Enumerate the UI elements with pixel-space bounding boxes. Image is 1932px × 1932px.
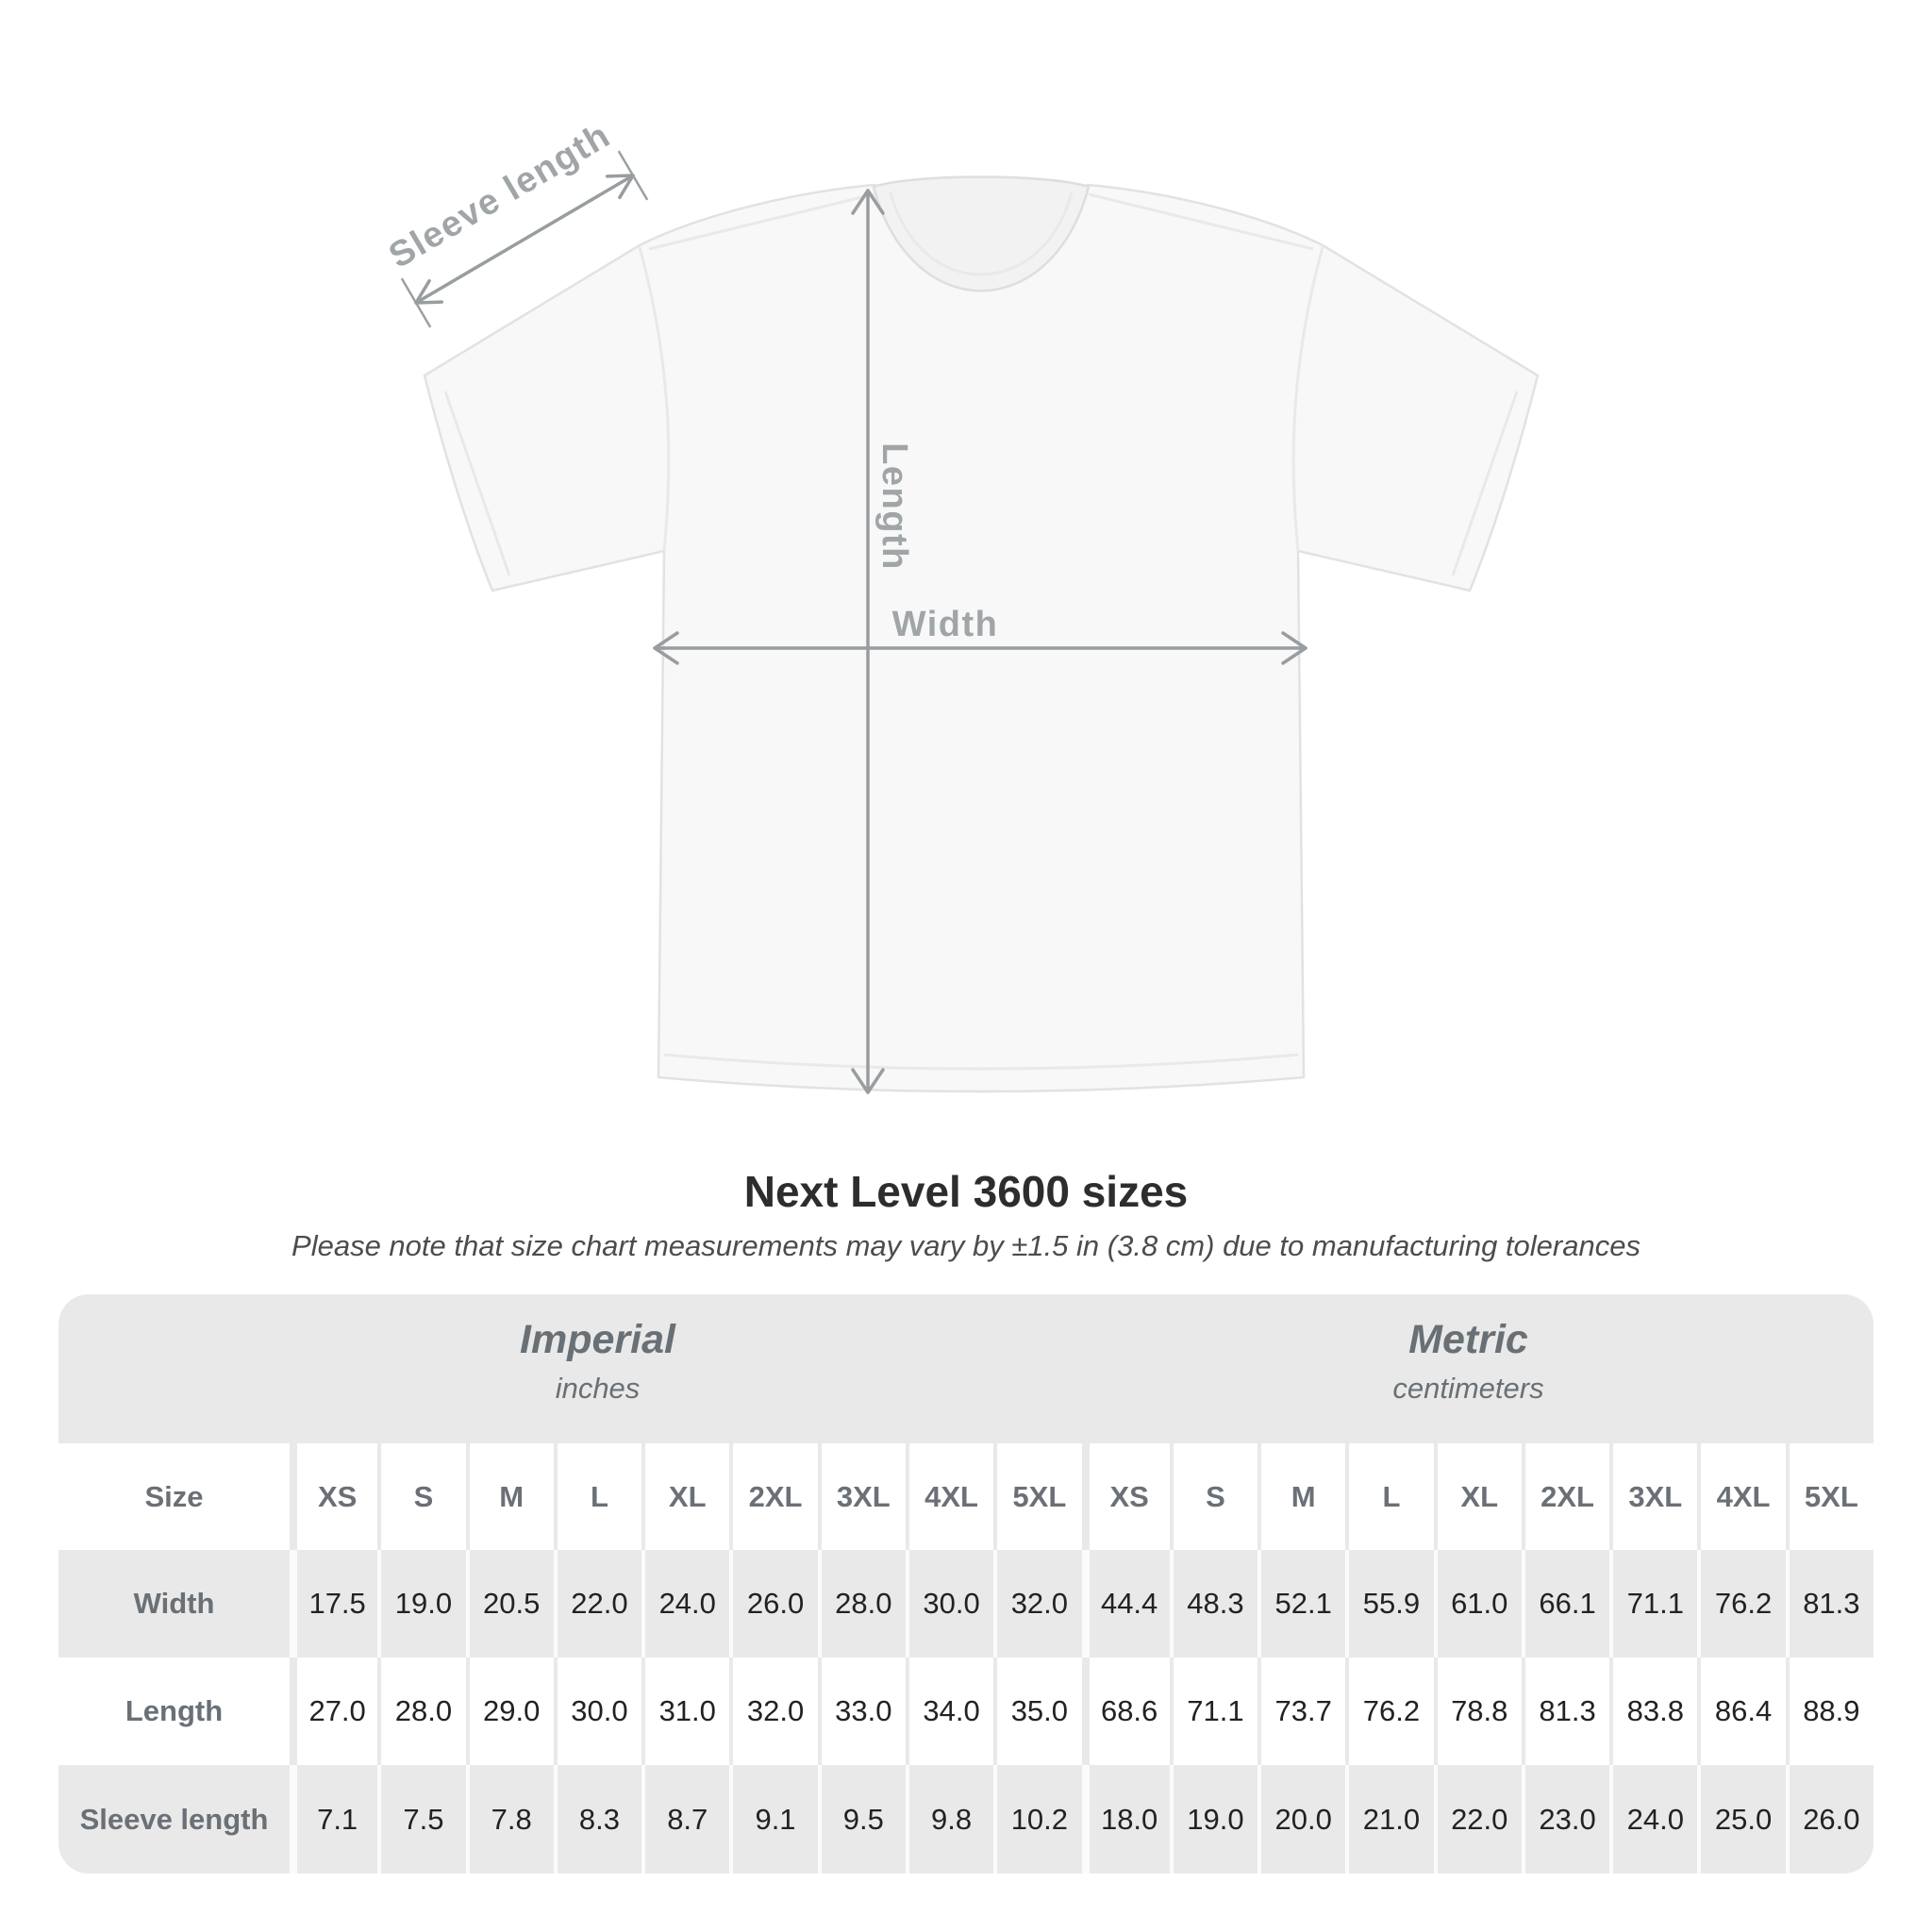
size-column-header: 4XL — [906, 1443, 993, 1550]
size-header-row — [58, 1443, 1874, 1550]
measurement-value: 31.0 — [641, 1657, 729, 1765]
size-column-header: L — [1345, 1443, 1433, 1550]
measurement-value: 18.0 — [1082, 1765, 1170, 1874]
measurement-value: 76.2 — [1345, 1657, 1433, 1765]
sleeve-length-label: Sleeve length — [382, 115, 618, 276]
metric-section-header — [1082, 1294, 1874, 1443]
size-column-header: M — [466, 1443, 554, 1550]
measurement-value: 88.9 — [1786, 1657, 1874, 1765]
measurement-value: 26.0 — [1786, 1765, 1874, 1874]
measurement-value: 20.0 — [1257, 1765, 1345, 1874]
measurement-value: 83.8 — [1609, 1657, 1697, 1765]
imperial-label: Imperial — [520, 1317, 675, 1362]
measurement-value: 76.2 — [1697, 1550, 1785, 1657]
measurement-value: 7.8 — [466, 1765, 554, 1874]
size-corner-label: Size — [144, 1479, 204, 1513]
size-column-header: XL — [1434, 1443, 1522, 1550]
measurement-value: 22.0 — [554, 1550, 641, 1657]
measurement-value: 23.0 — [1522, 1765, 1609, 1874]
size-column-header: 2XL — [1522, 1443, 1609, 1550]
measurement-value: 8.7 — [641, 1765, 729, 1874]
measurement-value: 17.5 — [290, 1550, 377, 1657]
measurement-value: 55.9 — [1345, 1550, 1433, 1657]
unit-section-headers — [58, 1294, 1874, 1443]
size-column-header: S — [1170, 1443, 1257, 1550]
tolerance-note: Please note that size chart measurements may vary by ±1.5 in (3.8 cm) due to manufacturing tolerances — [291, 1229, 1641, 1262]
measurement-value: 19.0 — [377, 1550, 465, 1657]
size-table-grid — [58, 1443, 1874, 1874]
size-column-header: 2XL — [729, 1443, 817, 1550]
size-column-header: XS — [1082, 1443, 1170, 1550]
measurement-value: 8.3 — [554, 1765, 641, 1874]
measurement-value: 9.1 — [729, 1765, 817, 1874]
metric-unit: centimeters — [1392, 1372, 1544, 1406]
measurement-value: 32.0 — [993, 1550, 1081, 1657]
measurement-value: 27.0 — [290, 1657, 377, 1765]
row-label: Width — [133, 1587, 215, 1620]
measurement-value: 48.3 — [1170, 1550, 1257, 1657]
size-column-header: XL — [641, 1443, 729, 1550]
measurement-value: 30.0 — [906, 1550, 993, 1657]
metric-label: Metric — [1408, 1317, 1528, 1362]
width-label: Width — [891, 605, 999, 644]
measurement-row-width — [58, 1550, 1874, 1657]
measurement-row-length — [58, 1657, 1874, 1765]
size-column-header: M — [1257, 1443, 1345, 1550]
measurement-value: 73.7 — [1257, 1657, 1345, 1765]
measurement-value: 9.8 — [906, 1765, 993, 1874]
measurement-value: 7.1 — [290, 1765, 377, 1874]
measurement-value: 21.0 — [1345, 1765, 1433, 1874]
measurement-value: 22.0 — [1434, 1765, 1522, 1874]
measurement-value: 81.3 — [1522, 1657, 1609, 1765]
size-column-header: S — [377, 1443, 465, 1550]
measurement-value: 71.1 — [1170, 1657, 1257, 1765]
size-column-header: XS — [290, 1443, 377, 1550]
measurement-value: 7.5 — [377, 1765, 465, 1874]
measurement-value: 20.5 — [466, 1550, 554, 1657]
measurement-value: 24.0 — [1609, 1765, 1697, 1874]
imperial-unit: inches — [555, 1372, 641, 1406]
measurement-value: 25.0 — [1697, 1765, 1785, 1874]
size-column-header: 5XL — [1786, 1443, 1874, 1550]
measurement-value: 71.1 — [1609, 1550, 1697, 1657]
measurement-value: 34.0 — [906, 1657, 993, 1765]
measurement-value: 10.2 — [993, 1765, 1081, 1874]
length-label: Length — [874, 442, 914, 571]
size-column-header: 3XL — [1609, 1443, 1697, 1550]
size-table — [58, 1294, 1874, 1874]
measurement-value: 28.0 — [377, 1657, 465, 1765]
imperial-section-header — [58, 1294, 1082, 1443]
measurement-value: 32.0 — [729, 1657, 817, 1765]
size-column-header: L — [554, 1443, 641, 1550]
size-column-header: 3XL — [818, 1443, 906, 1550]
measurement-value: 19.0 — [1170, 1765, 1257, 1874]
measurement-value: 52.1 — [1257, 1550, 1345, 1657]
size-column-header: 5XL — [993, 1443, 1081, 1550]
measurement-value: 44.4 — [1082, 1550, 1170, 1657]
measurement-row-sleeve-length — [58, 1765, 1874, 1874]
measurement-value: 35.0 — [993, 1657, 1081, 1765]
measurement-value: 68.6 — [1082, 1657, 1170, 1765]
measurement-value: 26.0 — [729, 1550, 817, 1657]
measurement-value: 24.0 — [641, 1550, 729, 1657]
measurement-value: 28.0 — [818, 1550, 906, 1657]
measurement-value: 30.0 — [554, 1657, 641, 1765]
measurement-value: 86.4 — [1697, 1657, 1785, 1765]
measurement-value: 81.3 — [1786, 1550, 1874, 1657]
measurement-value: 66.1 — [1522, 1550, 1609, 1657]
measurement-value: 78.8 — [1434, 1657, 1522, 1765]
row-label: Sleeve length — [79, 1802, 269, 1836]
measurement-value: 33.0 — [818, 1657, 906, 1765]
row-label: Length — [125, 1694, 224, 1727]
size-column-header: 4XL — [1697, 1443, 1785, 1550]
measurement-value: 29.0 — [466, 1657, 554, 1765]
measurement-value: 61.0 — [1434, 1550, 1522, 1657]
measurement-value: 9.5 — [818, 1765, 906, 1874]
chart-title: Next Level 3600 sizes — [743, 1167, 1189, 1216]
